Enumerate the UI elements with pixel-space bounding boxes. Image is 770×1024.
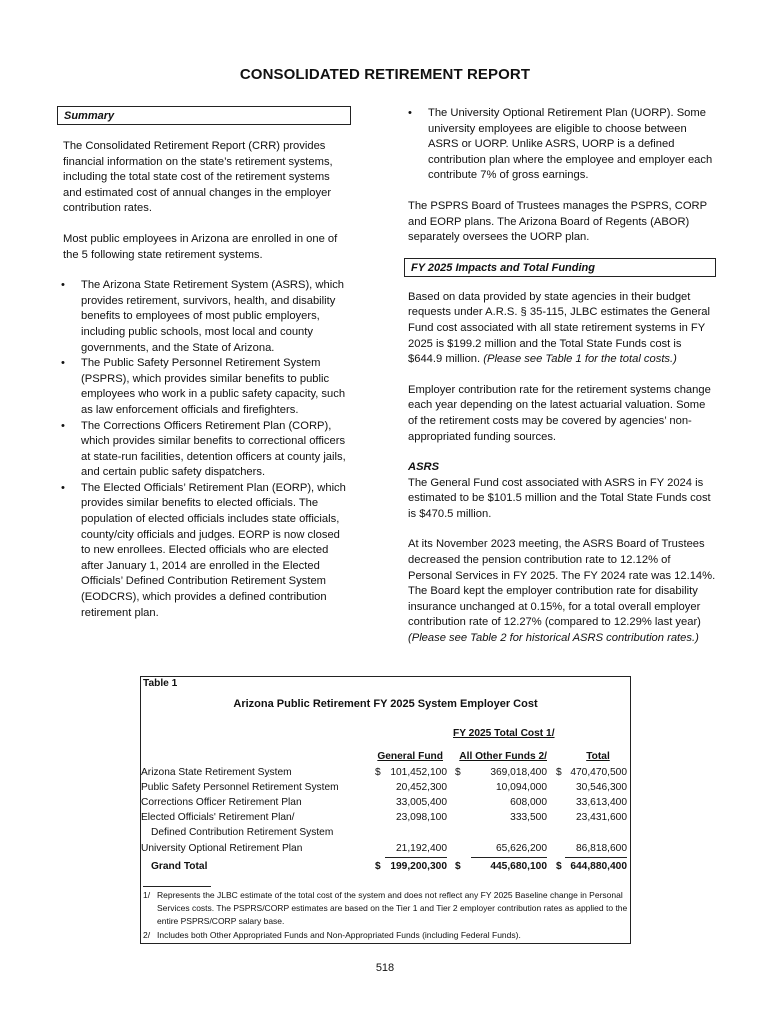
row-general-fund: 21,192,400 (396, 843, 447, 854)
table-1 (140, 676, 631, 944)
row-name: Arizona State Retirement System (141, 767, 292, 778)
table-title: Arizona Public Retirement FY 2025 System Employer Cost (233, 698, 538, 710)
grand-total-gf-symbol: $ (375, 861, 381, 872)
summary-paragraph-2: Most public employees in Arizona are enrolled in one of the 5 following state retirement systems. (63, 232, 338, 261)
row-name: University Optional Retirement Plan (141, 843, 303, 854)
row-gf-symbol: $ (375, 767, 381, 778)
row-total-symbol: $ (556, 767, 562, 778)
row-general-fund: 101,452,100 (390, 767, 447, 778)
row-total: 86,818,600 (576, 843, 627, 854)
footnote-1-mark: 1/ (143, 890, 151, 900)
right-column (404, 106, 716, 647)
bullet-text: The Corrections Officers Retirement Plan (CORP), which provides similar benefits to correctional officers at state-run facilities, detention officers at county jails, and certain public safety dispatchers. (81, 419, 346, 479)
grand-total-general-fund: 199,200,300 (390, 861, 447, 872)
footnote-1 (143, 889, 628, 928)
footnote-1-text: Represents the JLBC estimate of the total cost of the system and does not reflect any FY 2025 Baseline change in Personal Services costs. The PSPRS/CORP estimates are based on the Tier 1 and Tier 2 employer contribution rates as applied to the entire PSPRS/CORP salary base. (157, 890, 628, 926)
left-column (57, 106, 351, 621)
summary-heading: Summary (57, 106, 351, 125)
bullet-text: The Arizona State Retirement System (ASRS), which provides retirement, survivors, health, and disability benefits to employees of most public employers, including public schools, most local and county governments, and the State of Arizona. (81, 279, 345, 354)
grand-total-label: Grand Total (151, 861, 208, 872)
page-title: CONSOLIDATED RETIREMENT REPORT (239, 66, 531, 83)
footnote-2-text: Includes both Other Appropriated Funds and Non-Appropriated Funds (including Federal Funds). (157, 930, 521, 940)
row-name: Corrections Officer Retirement Plan (141, 797, 302, 808)
asrs-heading: ASRS (408, 461, 440, 474)
grand-total-total-symbol: $ (556, 861, 562, 872)
row-other-funds: 65,626,200 (496, 843, 547, 854)
table-label: Table 1 (143, 678, 178, 689)
impacts-heading: FY 2025 Impacts and Total Funding (404, 258, 716, 277)
grand-total-other-funds: 445,680,100 (490, 861, 547, 872)
row-other-funds: 369,018,400 (490, 767, 547, 778)
table-super-header: FY 2025 Total Cost 1/ (453, 728, 555, 739)
column-header-total: Total (586, 751, 610, 762)
impacts-paragraph-1-text: Based on data provided by state agencies in their budget requests under A.R.S. § 35-115, JLBC estimates the General Fund cost associated with all state retirement systems in FY 2025 is $199.2 million and the Total State Funds cost is $644.9 million. (408, 290, 711, 366)
subtotal-rule (385, 857, 447, 858)
row-name: Elected Officials' Retirement Plan/ (141, 812, 295, 823)
column-header-general-fund: General Fund (377, 751, 443, 762)
row-general-fund: 23,098,100 (396, 812, 447, 823)
row-name: Public Safety Personnel Retirement System (141, 782, 339, 793)
page-number: 518 (375, 962, 395, 974)
row-other-funds: 608,000 (510, 797, 547, 808)
impacts-paragraph-2: Employer contribution rate for the retirement systems change each year depending on the latest actuarial valuation. Some of the retirement costs may be covered by agencies’ non-appropriated funding sources. (408, 383, 711, 443)
footnote-2 (143, 929, 628, 942)
footnote-2-mark: 2/ (143, 930, 151, 940)
asrs-paragraph-1: The General Fund cost associated with ASRS in FY 2024 is estimated to be $101.5 million and the Total State Funds cost is $470.5 million. (408, 476, 711, 520)
row-other-funds: 333,500 (510, 812, 547, 823)
impacts-paragraph-1 (404, 290, 716, 368)
bullet-text: The University Optional Retirement Plan (UORP). Some university employees are eligible to choose between ASRS or UORP. Unlike ASRS, UORP is a defined contribution plan where the employee and employer each contribute 7% of gross earnings. (428, 107, 713, 182)
bullet-asrs (57, 278, 351, 356)
row-other-symbol: $ (455, 767, 461, 778)
row-total: 470,470,500 (570, 767, 627, 778)
row-total: 23,431,600 (576, 812, 627, 823)
row-name: Defined Contribution Retirement System (151, 827, 334, 838)
bullet-psprs (57, 356, 351, 418)
row-other-funds: 10,094,000 (496, 782, 547, 793)
row-general-fund: 33,005,400 (396, 797, 447, 808)
subtotal-rule (565, 857, 627, 858)
bullet-icon: • (61, 357, 65, 370)
bullet-icon: • (61, 419, 65, 432)
summary-paragraph-1: The Consolidated Retirement Report (CRR) provides financial information on the state’s retirement systems, including the total state cost of the retirement systems and estimated cost of annual changes in the employer contribution rates. (63, 140, 333, 215)
grand-total-total: 644,880,400 (570, 861, 627, 872)
bullet-icon: • (408, 107, 412, 119)
row-general-fund: 20,452,300 (396, 782, 447, 793)
asrs-paragraph-2 (404, 537, 716, 646)
bullet-text: The Elected Officials’ Retirement Plan (EORP), which provides similar benefits to elected officials. The population of elected officials includes state officials, county/city officials and judges. EORP is now closed to new enrollees. Elected officials who are elected after January 1, 2014 are enrolled in the Elected Officials’ Defined Contribution Retirement System (EODCRS), which provides a defined contribution retirement plan. (81, 481, 346, 619)
bullet-icon: • (61, 481, 65, 494)
subtotal-rule (471, 857, 547, 858)
asrs-paragraph-2-text: At its November 2023 meeting, the ASRS Board of Trustees decreased the pension contribution rate to 12.12% of Personal Services in FY 2025. The FY 2024 rate was 12.14%. The Board kept the employer contribution rate for disability insurance unchanged at 0.15%, for a total overall employer contribution rate of 12.27% (compared to 12.29% last year) (408, 538, 716, 629)
bullet-uorp (404, 106, 716, 184)
row-total: 33,613,400 (576, 797, 627, 808)
row-total: 30,546,300 (576, 782, 627, 793)
bullet-text: The Public Safety Personnel Retirement System (PSPRS), which provides similar benefits to public employees who work in a public safety capacity, such as law enforcement officials and firefighters. (81, 357, 346, 416)
asrs-table-note: (Please see Table 2 for historical ASRS contribution rates.) (408, 632, 699, 645)
column-header-other-funds: All Other Funds 2/ (459, 751, 547, 762)
impacts-table-note: (Please see Table 1 for the total costs.) (483, 353, 677, 366)
bullet-corp (57, 419, 351, 481)
bullet-icon: • (61, 279, 65, 292)
psprs-board-paragraph: The PSPRS Board of Trustees manages the PSPRS, CORP and EORP plans. The Arizona Board of Regents (ABOR) separately oversees the UORP plan. (408, 199, 707, 244)
footnote-separator (143, 886, 211, 887)
grand-total-other-symbol: $ (455, 861, 461, 872)
bullet-eorp (57, 481, 351, 621)
